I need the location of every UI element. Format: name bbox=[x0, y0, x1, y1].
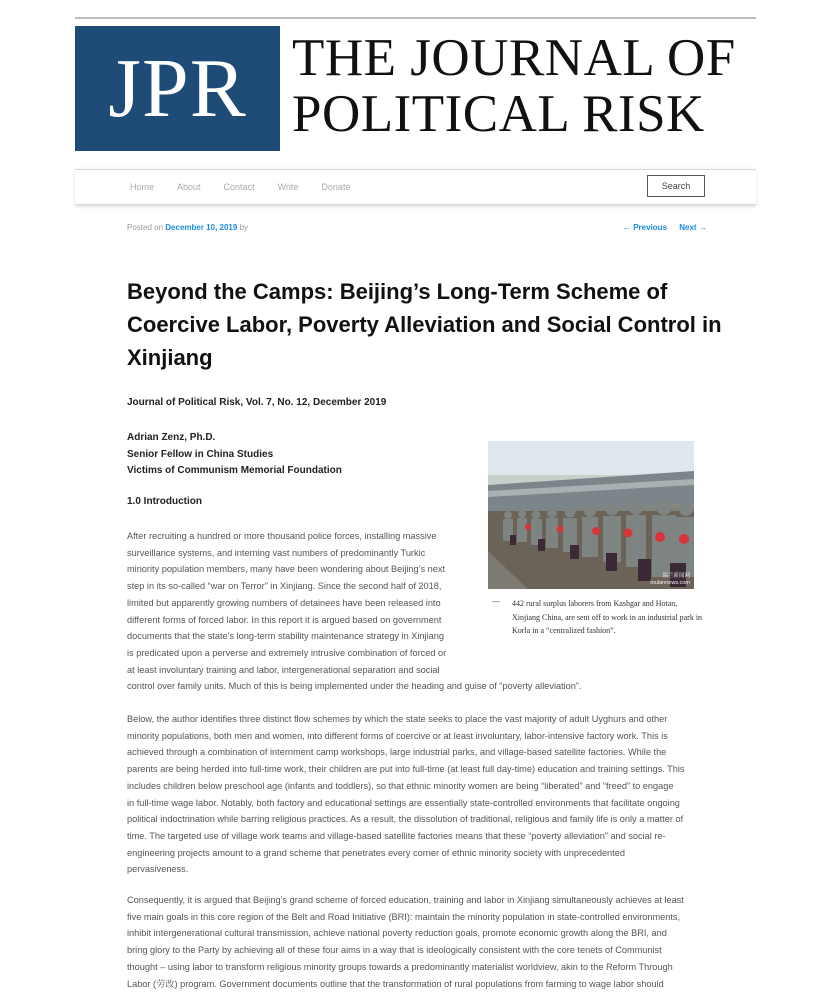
paragraph-line: pervasiveness. bbox=[127, 864, 189, 875]
masthead-title[interactable] bbox=[292, 30, 752, 142]
paragraph-line: parents are being herded into full-time work, their children are put into full-time (at least full day-time) education and training settings. This bbox=[127, 764, 685, 775]
intro-paragraph-1 bbox=[127, 528, 465, 678]
post-meta bbox=[127, 223, 248, 232]
paragraph-line: political indoctrination while barring religious practices. As a result, the dissolution of traditional, religious and family life is only a matter of bbox=[127, 814, 684, 825]
paragraph-line: achieved through a combination of internment camp workshops, large industrial parks, and village-based satellite factories. While the bbox=[127, 747, 667, 758]
previous-post-link[interactable]: ← Previous bbox=[623, 223, 668, 232]
article-title: Beyond the Camps: Beijing’s Long-Term Scheme of Coercive Labor, Poverty Alleviation and Social Control in Xinjiang bbox=[127, 279, 722, 370]
paragraph-line: different forms of forced labor. In this report it is argued based on government bbox=[127, 614, 442, 625]
intro-paragraph-3 bbox=[127, 892, 717, 992]
paragraph-line: Below, the author identifies three distinct flow schemes by which the state seeks to place the vast majority of adult Uyghurs and other bbox=[127, 714, 668, 724]
photo-watermark: 瑞兰新闻网 toulannews.com bbox=[650, 573, 690, 586]
search-button[interactable]: Search bbox=[647, 175, 705, 197]
caption-dash: — bbox=[492, 597, 500, 606]
paragraph-line: includes children below preschool age (infants and toddlers), so that ethnic minority women are being “liberated” and “freed” to engage bbox=[127, 780, 674, 791]
paragraph-line: limited but apparently growing numbers of detainees have been released into bbox=[127, 597, 441, 608]
masthead-line-1: THE JOURNAL OF bbox=[292, 29, 736, 87]
main-navigation bbox=[75, 169, 756, 205]
paragraph-line: documents that the state’s long-term stability maintenance strategy in Xinjiang bbox=[127, 631, 444, 642]
paragraph-line: time. The targeted use of village work teams and village-based satellite factories means that these “poverty alleviation” and social re- bbox=[127, 830, 666, 841]
post-pager bbox=[623, 223, 717, 232]
intro-paragraph-1-end bbox=[127, 678, 717, 695]
paragraph-line: Consequently, it is argued that Beijing’s grand scheme of forced education, training and labor in Xinjiang simultaneously achieves at least bbox=[127, 895, 684, 905]
nav-write-link[interactable]: Write bbox=[277, 182, 299, 192]
author-name: Adrian Zenz, Ph.D. bbox=[127, 432, 216, 443]
author-block bbox=[127, 430, 342, 480]
paragraph-line: surveillance systems, and interning vast numbers of predominantly Turkic bbox=[127, 547, 426, 558]
masthead-line-2: POLITICAL RISK bbox=[292, 85, 705, 143]
article-citation: Journal of Political Risk, Vol. 7, No. 12, December 2019 bbox=[127, 397, 387, 408]
paragraph-line: engineering projects amount to a grand scheme that penetrates every corner of ethnic minority society with unprecedented bbox=[127, 847, 625, 858]
site-logo[interactable] bbox=[75, 26, 280, 151]
next-post-link[interactable]: Next → bbox=[679, 223, 707, 232]
paragraph-line: at least involuntary training and labor, intergenerational separation and social bbox=[127, 664, 440, 675]
paragraph-line: thought – using labor to transform religious minority groups towards a predominantly materialist worldview, akin to the Reform Through bbox=[127, 961, 673, 972]
image-caption: 442 rural surplus laborers from Kashgar and Hotan, Xinjiang China, are sent off to work in an industrial park in Korla in a “centralized fashion”. bbox=[512, 599, 703, 635]
header-top-rule bbox=[75, 17, 756, 19]
paragraph-line: in full-time wage labor. Notably, both factory and educational settings are essentially state-controlled environments that facilitate ongoing bbox=[127, 797, 680, 808]
laborers-photo-illustration bbox=[488, 441, 694, 589]
author-title: Senior Fellow in China Studies bbox=[127, 448, 274, 460]
paragraph-line: control over family units. Much of this is being implemented under the heading and guise of “poverty alleviation”. bbox=[127, 681, 582, 691]
nav-donate-link[interactable]: Donate bbox=[321, 182, 351, 192]
paragraph-line: step in its so-called “war on Terror” in Xinjiang. Since the second half of 2018, bbox=[127, 581, 442, 592]
nav-links bbox=[130, 170, 373, 204]
posted-prefix: Posted on bbox=[127, 223, 164, 232]
article-photo[interactable] bbox=[488, 441, 694, 589]
paragraph-line: minority populations, both men and women, into different forms of coercive or at least involuntary, labor-intensive factory work. This is bbox=[127, 730, 668, 741]
nav-contact-link[interactable]: Contact bbox=[223, 182, 255, 192]
paragraph-line: inhibit intergenerational cultural transmission, achieve national poverty reduction goals, promote economic growth along the BRI, and bbox=[127, 928, 667, 939]
logo-text: JPR bbox=[108, 41, 247, 135]
intro-paragraph-2 bbox=[127, 711, 717, 878]
posted-by: by bbox=[239, 223, 249, 232]
post-date-link[interactable]: December 10, 2019 bbox=[165, 223, 238, 232]
nav-home-link[interactable]: Home bbox=[130, 182, 155, 192]
paragraph-line: five main goals in this core region of the Belt and Road Initiative (BRI): maintain the minority population in state-controlled environments, bbox=[127, 911, 681, 922]
paragraph-line: bring glory to the Party by achieving all of these four aims in a way that is ideologically consistent with the core tenets of Communist bbox=[127, 945, 662, 956]
paragraph-line: minority population members, many have been wondering about Beijing’s next bbox=[127, 564, 446, 575]
author-organization: Victims of Communism Memorial Foundation bbox=[127, 465, 342, 476]
nav-about-link[interactable]: About bbox=[177, 182, 201, 192]
paragraph-line: Labor (劳改) program. Government documents outline that the transformation of rural populations from farming to wage labor should bbox=[127, 978, 664, 989]
section-heading: 1.0 Introduction bbox=[127, 496, 202, 507]
paragraph-line: is predicated upon a perverse and extremely intrusive combination of forced or bbox=[127, 647, 447, 658]
paragraph-line: After recruiting a hundred or more thousand police forces, installing massive bbox=[127, 531, 437, 541]
